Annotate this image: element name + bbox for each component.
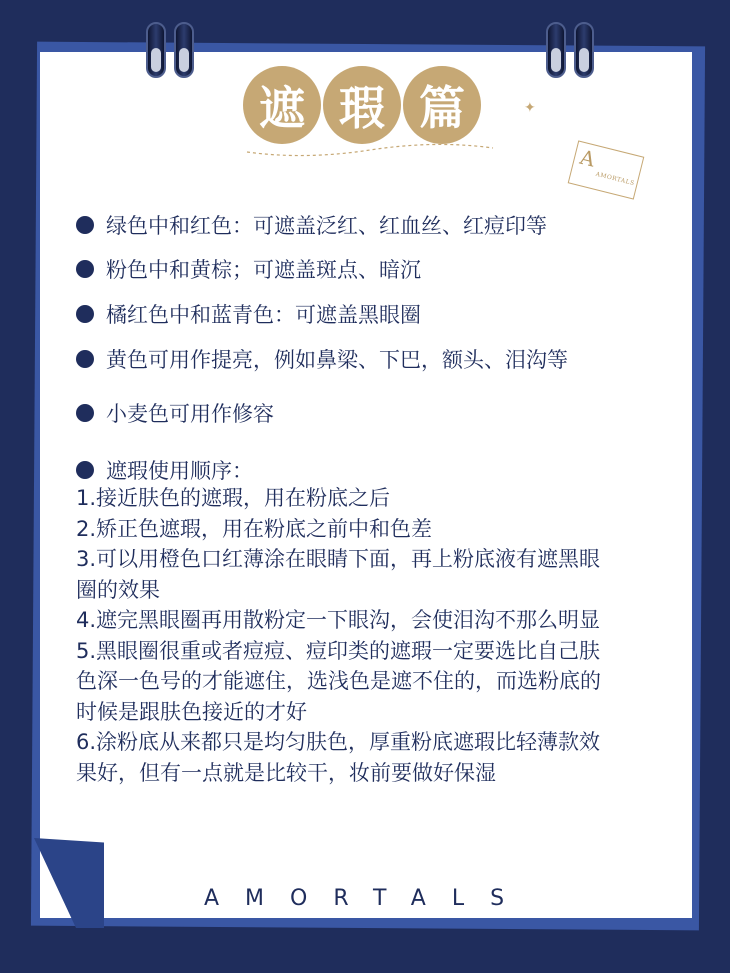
bullet-icon <box>76 350 94 368</box>
usage-line: 色深一色号的才能遮住，选浅色是遮不住的，而选粉底的 <box>76 669 601 693</box>
binder-clip-icon <box>546 22 566 78</box>
usage-heading-text: 遮瑕使用顺序： <box>106 459 253 483</box>
usage-line: 2.矫正色遮瑕，用在粉底之前中和色差 <box>76 516 433 541</box>
binder-clip-icon <box>574 22 594 78</box>
list-item <box>76 344 568 374</box>
bullet-icon <box>76 404 94 422</box>
usage-line: 3.可以用橙色口红薄涂在眼睛下面，再上粉底液有遮黑眼 <box>76 547 601 571</box>
usage-line: 5.黑眼圈很重或者痘痘、痘印类的遮瑕一定要选比自己肤 <box>76 638 601 663</box>
decorative-dashed-line <box>245 142 495 160</box>
binder-clip-icon <box>146 22 166 78</box>
list-item-text: 小麦色可用作修容 <box>106 402 274 426</box>
list-item-text: 粉色中和黄棕；可遮盖斑点、暗沉 <box>106 258 421 282</box>
bullet-icon <box>76 305 94 323</box>
list-item-text: 橘红色中和蓝青色：可遮盖黑眼圈 <box>106 303 421 327</box>
binder-clip-icon <box>174 22 194 78</box>
brand-name: AMORTALS <box>204 886 531 911</box>
title-char: 篇 <box>403 66 481 144</box>
bullet-icon <box>76 260 94 278</box>
list-item-text: 黄色可用作提亮，例如鼻梁、下巴，额头、泪沟等 <box>106 348 568 372</box>
bullet-icon <box>76 461 94 479</box>
bullet-icon <box>76 216 94 234</box>
list-item <box>76 299 421 329</box>
usage-steps <box>76 483 680 788</box>
usage-line: 果好，但有一点就是比较干，妆前要做好保湿 <box>76 760 496 785</box>
list-item <box>76 398 274 428</box>
usage-line: 6.涂粉底从来都只是均匀肤色，厚重粉底遮瑕比轻薄款效 <box>76 730 601 754</box>
list-item <box>76 254 421 284</box>
usage-line: 时候是跟肤色接近的才好 <box>76 699 307 724</box>
usage-line: 圈的效果 <box>76 577 160 602</box>
page-title <box>243 66 483 146</box>
list-item-text: 绿色中和红色：可遮盖泛红、红血丝、红痘印等 <box>106 214 547 238</box>
usage-heading <box>76 455 253 485</box>
stamp-logo: A AMORTALS <box>568 140 645 199</box>
usage-line: 1.接近肤色的遮瑕，用在粉底之后 <box>76 486 391 510</box>
sparkle-icon: ✦ <box>524 100 536 116</box>
title-char: 瑕 <box>323 66 401 144</box>
title-char: 遮 <box>243 66 321 144</box>
list-item <box>76 210 547 240</box>
usage-line: 4.遮完黑眼圈再用散粉定一下眼沟，会使泪沟不那么明显 <box>76 608 601 632</box>
